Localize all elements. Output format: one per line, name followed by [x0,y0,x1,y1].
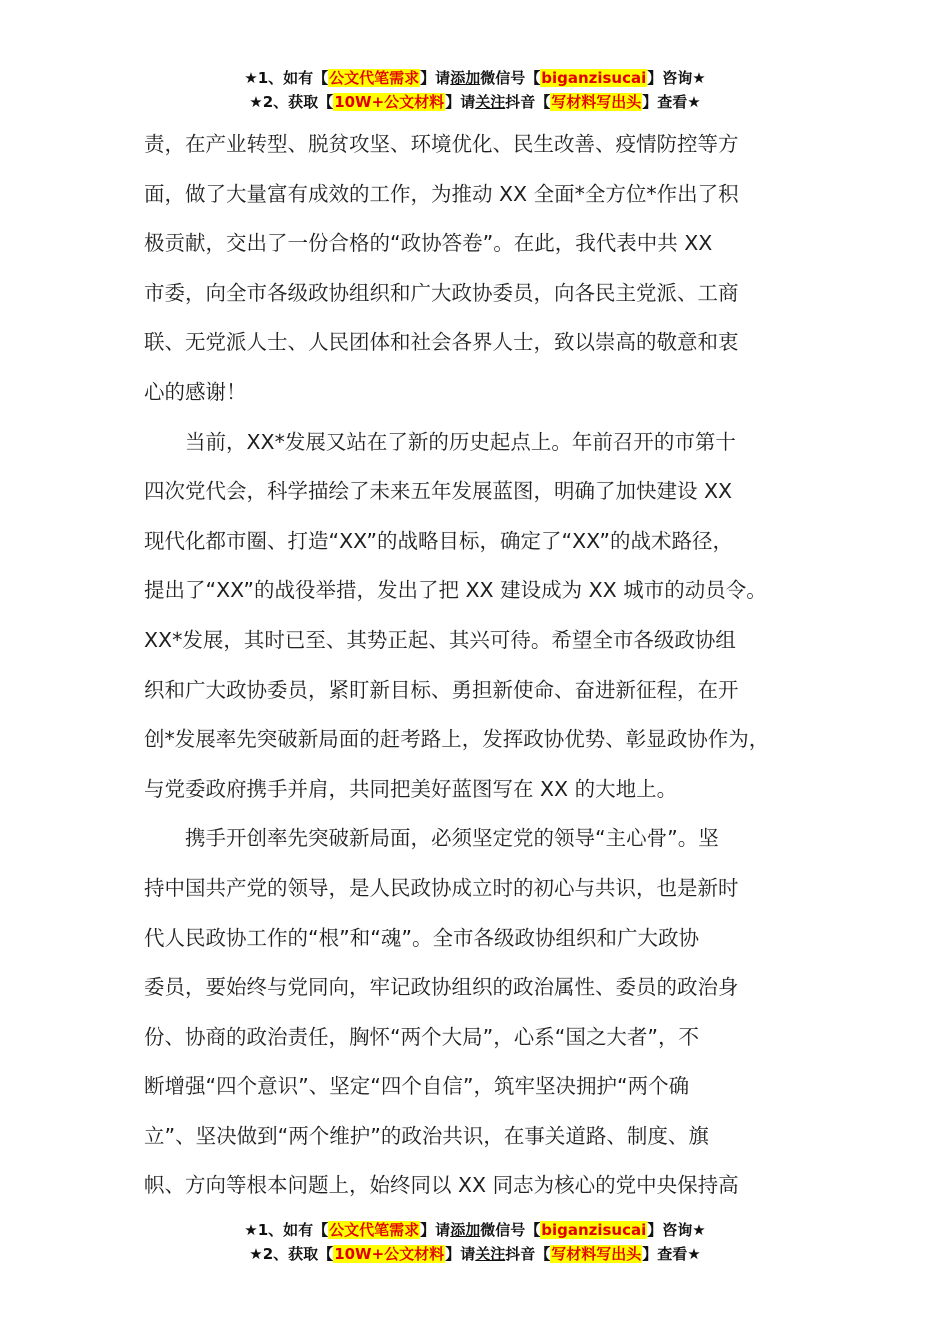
body-line: 断增强“四个意识”、坚定“四个自信”，筑牢坚决拥护“两个确 [144,1074,690,1099]
highlight-materials: 10W+公文材料 [334,1245,445,1263]
body-line: 委员，要始终与党同向，牢记政协组织的政治属性、委员的政治身 [144,975,739,1000]
highlight-materials: 10W+公文材料 [334,93,445,111]
body-line: 代人民政协工作的“根”和“魂”。全市各级政协组织和广大政协 [144,925,699,950]
highlight-service: 公文代笔需求 [329,69,420,87]
body-line: 份、协商的政治责任，胸怀“两个大局”，心系“国之大者”，不 [144,1024,699,1049]
body-line: 心的感谢！ [144,379,247,404]
body-line: 帜、方向等根本问题上，始终同以 XX 同志为核心的党中央保持高 [144,1173,739,1198]
body-line: 四次党代会，科学描绘了未来五年发展蓝图，明确了加快建设 XX [144,479,733,504]
highlight-douyin: 写材料写出头 [551,1245,642,1263]
header-banner [0,66,950,114]
highlight-service: 公文代笔需求 [329,1221,420,1239]
banner-line-1: ★1、如有【公文代笔需求】请添加微信号【biganzisucai】咨询★ [244,1221,706,1239]
highlight-douyin: 写材料写出头 [551,93,642,111]
footer-banner [0,1218,950,1266]
body-line: 织和广大政协委员，紧盯新目标、勇担新使命、奋进新征程，在开 [144,677,739,702]
body-line: 携手开创率先突破新局面，必须坚定党的领导“主心骨”。坚 [144,826,719,851]
banner-line-2: ★2、获取【10W+公文材料】请关注抖音【写材料写出头】查看★ [249,1245,701,1263]
body-line: XX*发展，其时已至、其势正起、其兴可待。希望全市各级政协组 [144,627,736,652]
body-line: 与党委政府携手并肩，共同把美好蓝图写在 XX 的大地上。 [144,776,678,801]
body-line: 当前，XX*发展又站在了新的历史起点上。年前召开的市第十 [144,429,736,454]
body-line: 创*发展率先突破新局面的赶考路上，发挥政协优势、彰显政协作为， [144,727,770,752]
body-line: 立”、坚决做到“两个维护”的政治共识，在事关道路、制度、旗 [144,1123,709,1148]
body-line: 持中国共产党的领导，是人民政协成立时的初心与共识，也是新时 [144,875,739,900]
document-body [144,120,824,1211]
body-line: 市委，向全市各级政协组织和广大政协委员，向各民主党派、工商 [144,280,739,305]
body-line: 联、无党派人士、人民团体和社会各界人士，致以崇高的敬意和衷 [144,330,739,355]
body-line: 面，做了大量富有成效的工作，为推动 XX 全面*全方位*作出了积 [144,181,739,206]
body-line: 现代化都市圈、打造“XX”的战略目标，确定了“XX”的战术路径， [144,528,733,553]
highlight-wechat-id: biganzisucai [541,69,647,87]
body-line: 提出了“XX”的战役举措，发出了把 XX 建设成为 XX 城市的动员令。 [144,578,767,603]
banner-line-1: ★1、如有【公文代笔需求】请添加微信号【biganzisucai】咨询★ [244,69,706,87]
highlight-wechat-id: biganzisucai [541,1221,647,1239]
body-line: 责，在产业转型、脱贫攻坚、环境优化、民生改善、疫情防控等方 [144,132,739,156]
body-line: 极贡献，交出了一份合格的“政协答卷”。在此，我代表中共 XX [144,231,713,256]
banner-line-2: ★2、获取【10W+公文材料】请关注抖音【写材料写出头】查看★ [249,93,701,111]
